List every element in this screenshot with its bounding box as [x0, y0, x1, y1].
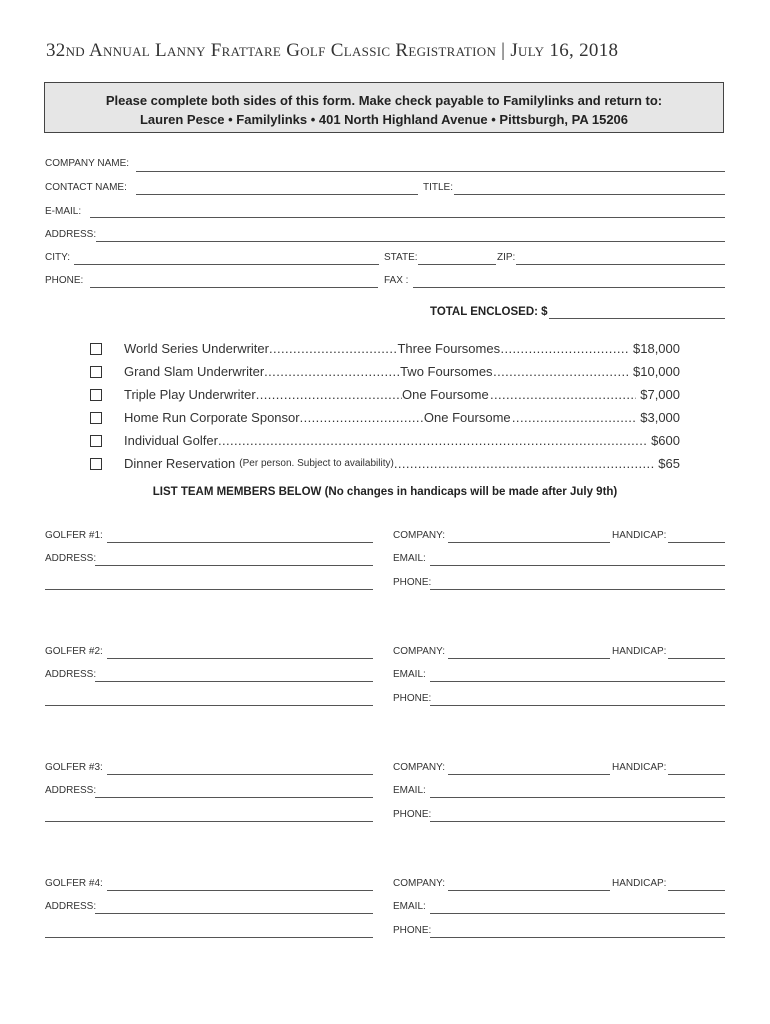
- option-name: Grand Slam Underwriter: [124, 364, 265, 379]
- golfer-4-handicap-field[interactable]: [668, 878, 725, 891]
- option-detail: Two Foursomes: [400, 364, 493, 379]
- checkbox[interactable]: [90, 343, 102, 355]
- instructions-banner: [44, 82, 724, 133]
- title-field[interactable]: [454, 182, 725, 195]
- option-note: (Per person. Subject to availability): [239, 458, 394, 469]
- option-detail: Three Foursomes: [397, 341, 501, 356]
- golfer-3-email-field[interactable]: [430, 785, 725, 798]
- option-home-run[interactable]: [90, 410, 680, 428]
- golfer-3-email-label: EMAIL:: [393, 785, 426, 796]
- dot-leader: [394, 456, 654, 471]
- golfer-4-address-label: ADDRESS:: [45, 901, 97, 912]
- dot-leader: [264, 364, 400, 379]
- dot-leader: [490, 387, 636, 402]
- contact-name-field[interactable]: [136, 182, 418, 195]
- contact-name-label: CONTACT NAME:: [45, 182, 127, 193]
- golfer-4-phone-field[interactable]: [430, 925, 725, 938]
- company-name-field[interactable]: [136, 159, 725, 172]
- option-dinner-reservation[interactable]: [90, 456, 680, 474]
- option-name: Individual Golfer: [124, 433, 218, 448]
- dot-leader: [493, 364, 629, 379]
- golfer-4-company-label: COMPANY:: [393, 878, 446, 889]
- golfer-2-label: GOLFER #2:: [45, 646, 103, 657]
- golfer-4-label: GOLFER #4:: [45, 878, 103, 889]
- golfer-3-address-label: ADDRESS:: [45, 785, 97, 796]
- golfer-1-email-field[interactable]: [430, 553, 725, 566]
- option-detail: One Foursome: [423, 410, 511, 425]
- golfer-2-address-field[interactable]: [95, 669, 373, 682]
- option-price: $7,000: [640, 387, 680, 402]
- option-price: $3,000: [640, 410, 681, 425]
- dot-leader: [512, 410, 636, 425]
- option-price: $600: [651, 433, 680, 448]
- dot-leader: [218, 433, 647, 448]
- state-label: STATE:: [384, 252, 418, 263]
- fax-field[interactable]: [413, 275, 725, 288]
- option-triple-play[interactable]: [90, 387, 680, 405]
- golfer-2-company-label: COMPANY:: [393, 646, 446, 657]
- golfer-4-phone-label: PHONE:: [393, 925, 432, 936]
- golfer-1-address-field[interactable]: [95, 553, 373, 566]
- company-name-label: COMPANY NAME:: [45, 158, 130, 169]
- golfer-1-address-label: ADDRESS:: [45, 553, 97, 564]
- golfer-2-email-label: EMAIL:: [393, 669, 426, 680]
- city-label: CITY:: [45, 252, 71, 263]
- golfer-1-email-label: EMAIL:: [393, 553, 426, 564]
- team-members-heading: LIST TEAM MEMBERS BELOW (No changes in handicaps will be made after July 9th): [152, 486, 618, 498]
- golfer-2-phone-label: PHONE:: [393, 693, 432, 704]
- golfer-3-address-field[interactable]: [95, 785, 373, 798]
- fax-label: FAX :: [384, 275, 409, 286]
- golfer-3-company-field[interactable]: [448, 762, 610, 775]
- total-enclosed-field[interactable]: [549, 306, 725, 319]
- golfer-1-company-label: COMPANY:: [393, 530, 446, 541]
- option-name: World Series Underwriter: [124, 341, 269, 356]
- golfer-3-company-label: COMPANY:: [393, 762, 446, 773]
- total-enclosed-label: TOTAL ENCLOSED: $: [430, 306, 548, 318]
- golfer-3-name-field[interactable]: [107, 762, 373, 775]
- golfer-3-phone-field[interactable]: [430, 809, 725, 822]
- state-field[interactable]: [418, 252, 496, 265]
- dot-leader: [256, 387, 402, 402]
- email-field[interactable]: [90, 205, 725, 218]
- golfer-1-phone-label: PHONE:: [393, 577, 432, 588]
- instructions-line-1: Please complete both sides of this form. Make check payable to Familylinks and return to:: [105, 93, 663, 108]
- dot-leader: [500, 341, 629, 356]
- title-label: TITLE:: [423, 182, 454, 193]
- dot-leader: [300, 410, 424, 425]
- email-label: E-MAIL:: [45, 206, 82, 217]
- instructions-line-2: Lauren Pesce • Familylinks • 401 North Highland Avenue • Pittsburgh, PA 15206: [139, 112, 629, 127]
- golfer-1-company-field[interactable]: [448, 530, 610, 543]
- option-grand-slam[interactable]: [90, 364, 680, 382]
- golfer-4-email-field[interactable]: [430, 901, 725, 914]
- option-price: $10,000: [633, 364, 680, 379]
- golfer-1-handicap-field[interactable]: [668, 530, 725, 543]
- golfer-3-phone-label: PHONE:: [393, 809, 432, 820]
- golfer-4-email-label: EMAIL:: [393, 901, 426, 912]
- golfer-2-address-line-2-field[interactable]: [45, 693, 373, 706]
- phone-label: PHONE:: [45, 275, 84, 286]
- phone-field[interactable]: [90, 275, 378, 288]
- page-title: 32nd Annual Lanny Frattare Golf Classic Registration | July 16, 2018: [46, 40, 619, 61]
- golfer-1-phone-field[interactable]: [430, 577, 725, 590]
- golfer-2-name-field[interactable]: [107, 646, 373, 659]
- golfer-2-handicap-label: HANDICAP:: [612, 646, 667, 657]
- golfer-4-name-field[interactable]: [107, 878, 373, 891]
- golfer-2-email-field[interactable]: [430, 669, 725, 682]
- golfer-2-handicap-field[interactable]: [668, 646, 725, 659]
- golfer-2-company-field[interactable]: [448, 646, 610, 659]
- golfer-3-handicap-field[interactable]: [668, 762, 725, 775]
- checkbox[interactable]: [90, 366, 102, 378]
- golfer-1-address-line-2-field[interactable]: [45, 577, 373, 590]
- golfer-1-label: GOLFER #1:: [45, 530, 103, 541]
- option-price: $18,000: [633, 341, 680, 356]
- option-name: Triple Play Underwriter: [124, 387, 256, 402]
- golfer-3-address-line-2-field[interactable]: [45, 809, 373, 822]
- golfer-1-name-field[interactable]: [107, 530, 373, 543]
- golfer-3-label: GOLFER #3:: [45, 762, 103, 773]
- option-name: Home Run Corporate Sponsor: [124, 410, 300, 425]
- city-field[interactable]: [74, 252, 379, 265]
- address-label: ADDRESS:: [45, 229, 97, 240]
- zip-label: ZIP:: [497, 252, 516, 263]
- golfer-2-address-label: ADDRESS:: [45, 669, 97, 680]
- option-individual-golfer[interactable]: [90, 433, 680, 451]
- golfer-4-handicap-label: HANDICAP:: [612, 878, 667, 889]
- checkbox[interactable]: [90, 435, 102, 447]
- golfer-4-company-field[interactable]: [448, 878, 610, 891]
- golfer-4-address-line-2-field[interactable]: [45, 925, 373, 938]
- option-name: Dinner Reservation: [124, 456, 236, 471]
- checkbox[interactable]: [90, 412, 102, 424]
- golfer-1-handicap-label: HANDICAP:: [612, 530, 667, 541]
- checkbox[interactable]: [90, 389, 102, 401]
- option-detail: One Foursome: [401, 387, 489, 402]
- dot-leader: [269, 341, 398, 356]
- option-price: $65: [658, 456, 680, 471]
- zip-field[interactable]: [516, 252, 725, 265]
- golfer-2-phone-field[interactable]: [430, 693, 725, 706]
- golfer-3-handicap-label: HANDICAP:: [612, 762, 667, 773]
- golfer-4-address-field[interactable]: [95, 901, 373, 914]
- option-world-series[interactable]: [90, 341, 680, 359]
- address-field[interactable]: [96, 229, 725, 242]
- checkbox[interactable]: [90, 458, 102, 470]
